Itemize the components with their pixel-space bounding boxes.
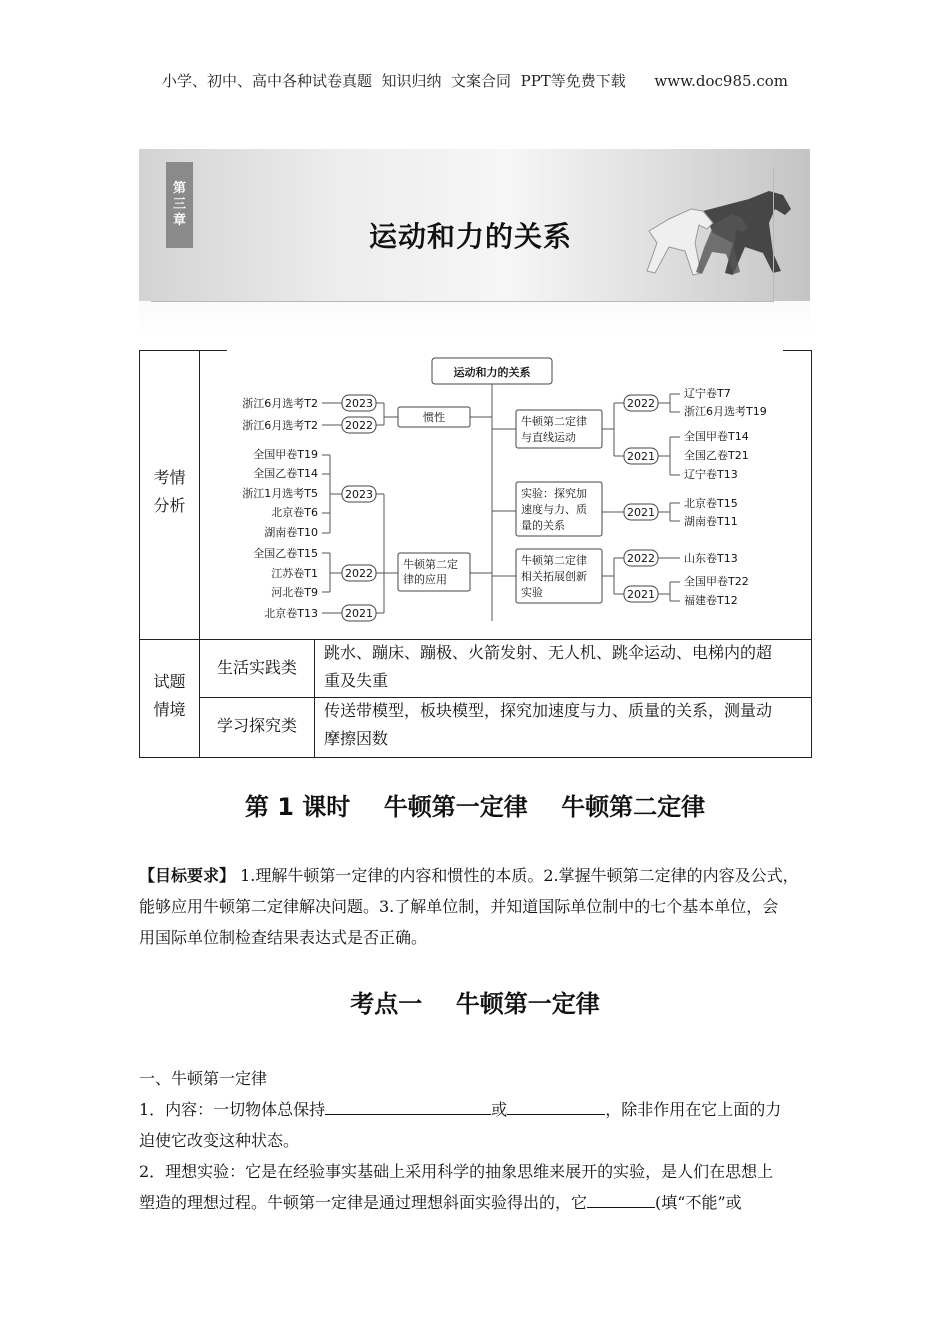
source-label: 福建卷T12 <box>684 594 738 607</box>
source-label: 北京卷T6 <box>271 506 318 519</box>
section-title: 考点一 牛顿第一定律 <box>350 990 600 1018</box>
year-badge-label: 2021 <box>627 450 655 463</box>
chapter-tab-char: 三 <box>172 197 186 212</box>
mindmap-root-label: 运动和力的关系 <box>453 366 531 379</box>
item-line: 2．理想实验：它是在经验事实基础上采用科学的抽象思维来展开的实验，是人们在思想上 <box>139 1162 774 1181</box>
mindmap-node-label: 与直线运动 <box>521 431 576 444</box>
item-text: 1．内容：一切物体总保持 <box>139 1100 326 1119</box>
source-label: 江苏卷T1 <box>271 567 318 580</box>
table-line <box>314 639 315 757</box>
context-description-line: 重及失重 <box>324 671 389 690</box>
context-description-line: 摩擦因数 <box>324 729 389 748</box>
mindmap-node-label: 牛顿第二定律 <box>521 554 587 567</box>
mindmap-node-label: 相关拓展创新 <box>521 570 587 583</box>
chapter-title: 运动和力的关系 <box>369 220 573 253</box>
year-badge-label: 2023 <box>345 488 373 501</box>
goal-text: 1.理解牛顿第一定律的内容和惯性的本质。2.掌握牛顿第二定律的内容及公式， <box>235 866 799 885</box>
mindmap-node-label: 速度与力、质 <box>521 503 587 516</box>
row-label-line: 试题 <box>153 672 186 691</box>
context-description <box>324 697 804 753</box>
year-badge-label: 2021 <box>627 506 655 519</box>
source-label: 辽宁卷T13 <box>684 468 738 481</box>
goal-line: 用国际单位制检查结果表达式是否正确。 <box>139 928 428 947</box>
row-label-contexts <box>140 668 199 724</box>
goal-line: 能够应用牛顿第二定律解决问题。3.了解单位制，并知道国际单位制中的七个基本单位，会 <box>139 897 779 916</box>
chapter-tab <box>166 162 193 248</box>
source-label: 浙江6月选考T19 <box>684 405 767 418</box>
mindmap-node-label: 律的应用 <box>403 573 447 586</box>
table-line <box>139 757 812 758</box>
item-text: ，除非作用在它上面的力 <box>605 1100 782 1119</box>
source-label: 全国甲卷T19 <box>253 448 318 461</box>
item-text: 塑造的理想过程。牛顿第一定律是通过理想斜面实验得出的，它 <box>139 1193 588 1212</box>
source-label: 全国乙卷T21 <box>684 449 749 462</box>
source-label: 全国乙卷T15 <box>253 547 318 560</box>
source-label: 湖南卷T10 <box>264 526 318 539</box>
source-label: 浙江6月选考T2 <box>242 397 318 410</box>
source-label: 全国甲卷T22 <box>684 575 749 588</box>
item-text: 或 <box>491 1100 508 1119</box>
chapter-tab-char: 第 <box>172 181 186 196</box>
mindmap-node-label: 实验 <box>521 586 543 599</box>
source-label: 北京卷T13 <box>264 607 318 620</box>
fill-blank[interactable] <box>325 1096 491 1115</box>
mindmap-node-label: 惯性 <box>423 411 445 424</box>
year-badge-label: 2021 <box>345 607 373 620</box>
row-label-line: 情境 <box>153 700 186 719</box>
context-category: 学习探究类 <box>216 716 297 735</box>
year-badge-label: 2021 <box>627 588 655 601</box>
mindmap-node-label: 量的关系 <box>521 519 565 532</box>
year-badge-label: 2022 <box>345 567 373 580</box>
row-label-line: 分析 <box>153 496 186 515</box>
year-badge-label: 2022 <box>627 397 655 410</box>
year-badge-label: 2022 <box>627 552 655 565</box>
context-description-line: 传送带模型，板块模型，探究加速度与力、质量的关系，测量动 <box>324 701 773 720</box>
source-label: 全国甲卷T14 <box>684 430 749 443</box>
site-header-text: 小学、初中、高中各种试卷真题 知识归纳 文案合同 PPT等免费下载 www.doc985.com <box>161 72 788 90</box>
source-label: 辽宁卷T7 <box>684 387 731 400</box>
year-badge-label: 2023 <box>345 397 373 410</box>
chapter-banner <box>139 149 810 339</box>
source-label: 河北卷T9 <box>271 586 318 599</box>
row-label-exam-analysis <box>140 464 199 520</box>
sub-heading: 一、牛顿第一定律 <box>139 1069 268 1088</box>
mindmap-node-label: 实验：探究加 <box>521 487 587 500</box>
source-label: 湖南卷T11 <box>684 515 738 528</box>
mindmap-node-label: 牛顿第二定律 <box>521 415 587 428</box>
item-line <box>139 1187 829 1218</box>
source-label: 浙江1月选考T5 <box>242 487 318 500</box>
chapter-tab-char: 章 <box>172 213 186 228</box>
context-category: 生活实践类 <box>216 658 297 677</box>
row-label-line: 考情 <box>153 468 186 487</box>
section-body <box>139 1063 829 1218</box>
context-description-line: 跳水、蹦床、蹦极、火箭发射、无人机、跳伞运动、电梯内的超 <box>324 643 773 662</box>
item-text: (填“不能”或 <box>655 1193 742 1212</box>
fill-blank[interactable] <box>507 1096 605 1115</box>
context-description <box>324 639 804 695</box>
goal-label: 【目标要求】 <box>139 866 236 885</box>
source-label: 全国乙卷T14 <box>253 467 318 480</box>
year-badge-label: 2022 <box>345 419 373 432</box>
goal-line <box>139 860 829 891</box>
lesson-title: 第 1 课时 牛顿第一定律 牛顿第二定律 <box>244 793 706 821</box>
item-line: 迫使它改变这种状态。 <box>139 1131 300 1150</box>
mindmap-node-label: 牛顿第二定 <box>403 558 458 571</box>
source-label: 山东卷T13 <box>684 552 738 565</box>
mind-map <box>200 351 810 638</box>
fill-blank[interactable] <box>587 1189 655 1208</box>
source-label: 浙江6月选考T2 <box>242 419 318 432</box>
learning-goals <box>139 860 829 953</box>
source-label: 北京卷T15 <box>684 497 738 510</box>
item-line <box>139 1094 829 1125</box>
